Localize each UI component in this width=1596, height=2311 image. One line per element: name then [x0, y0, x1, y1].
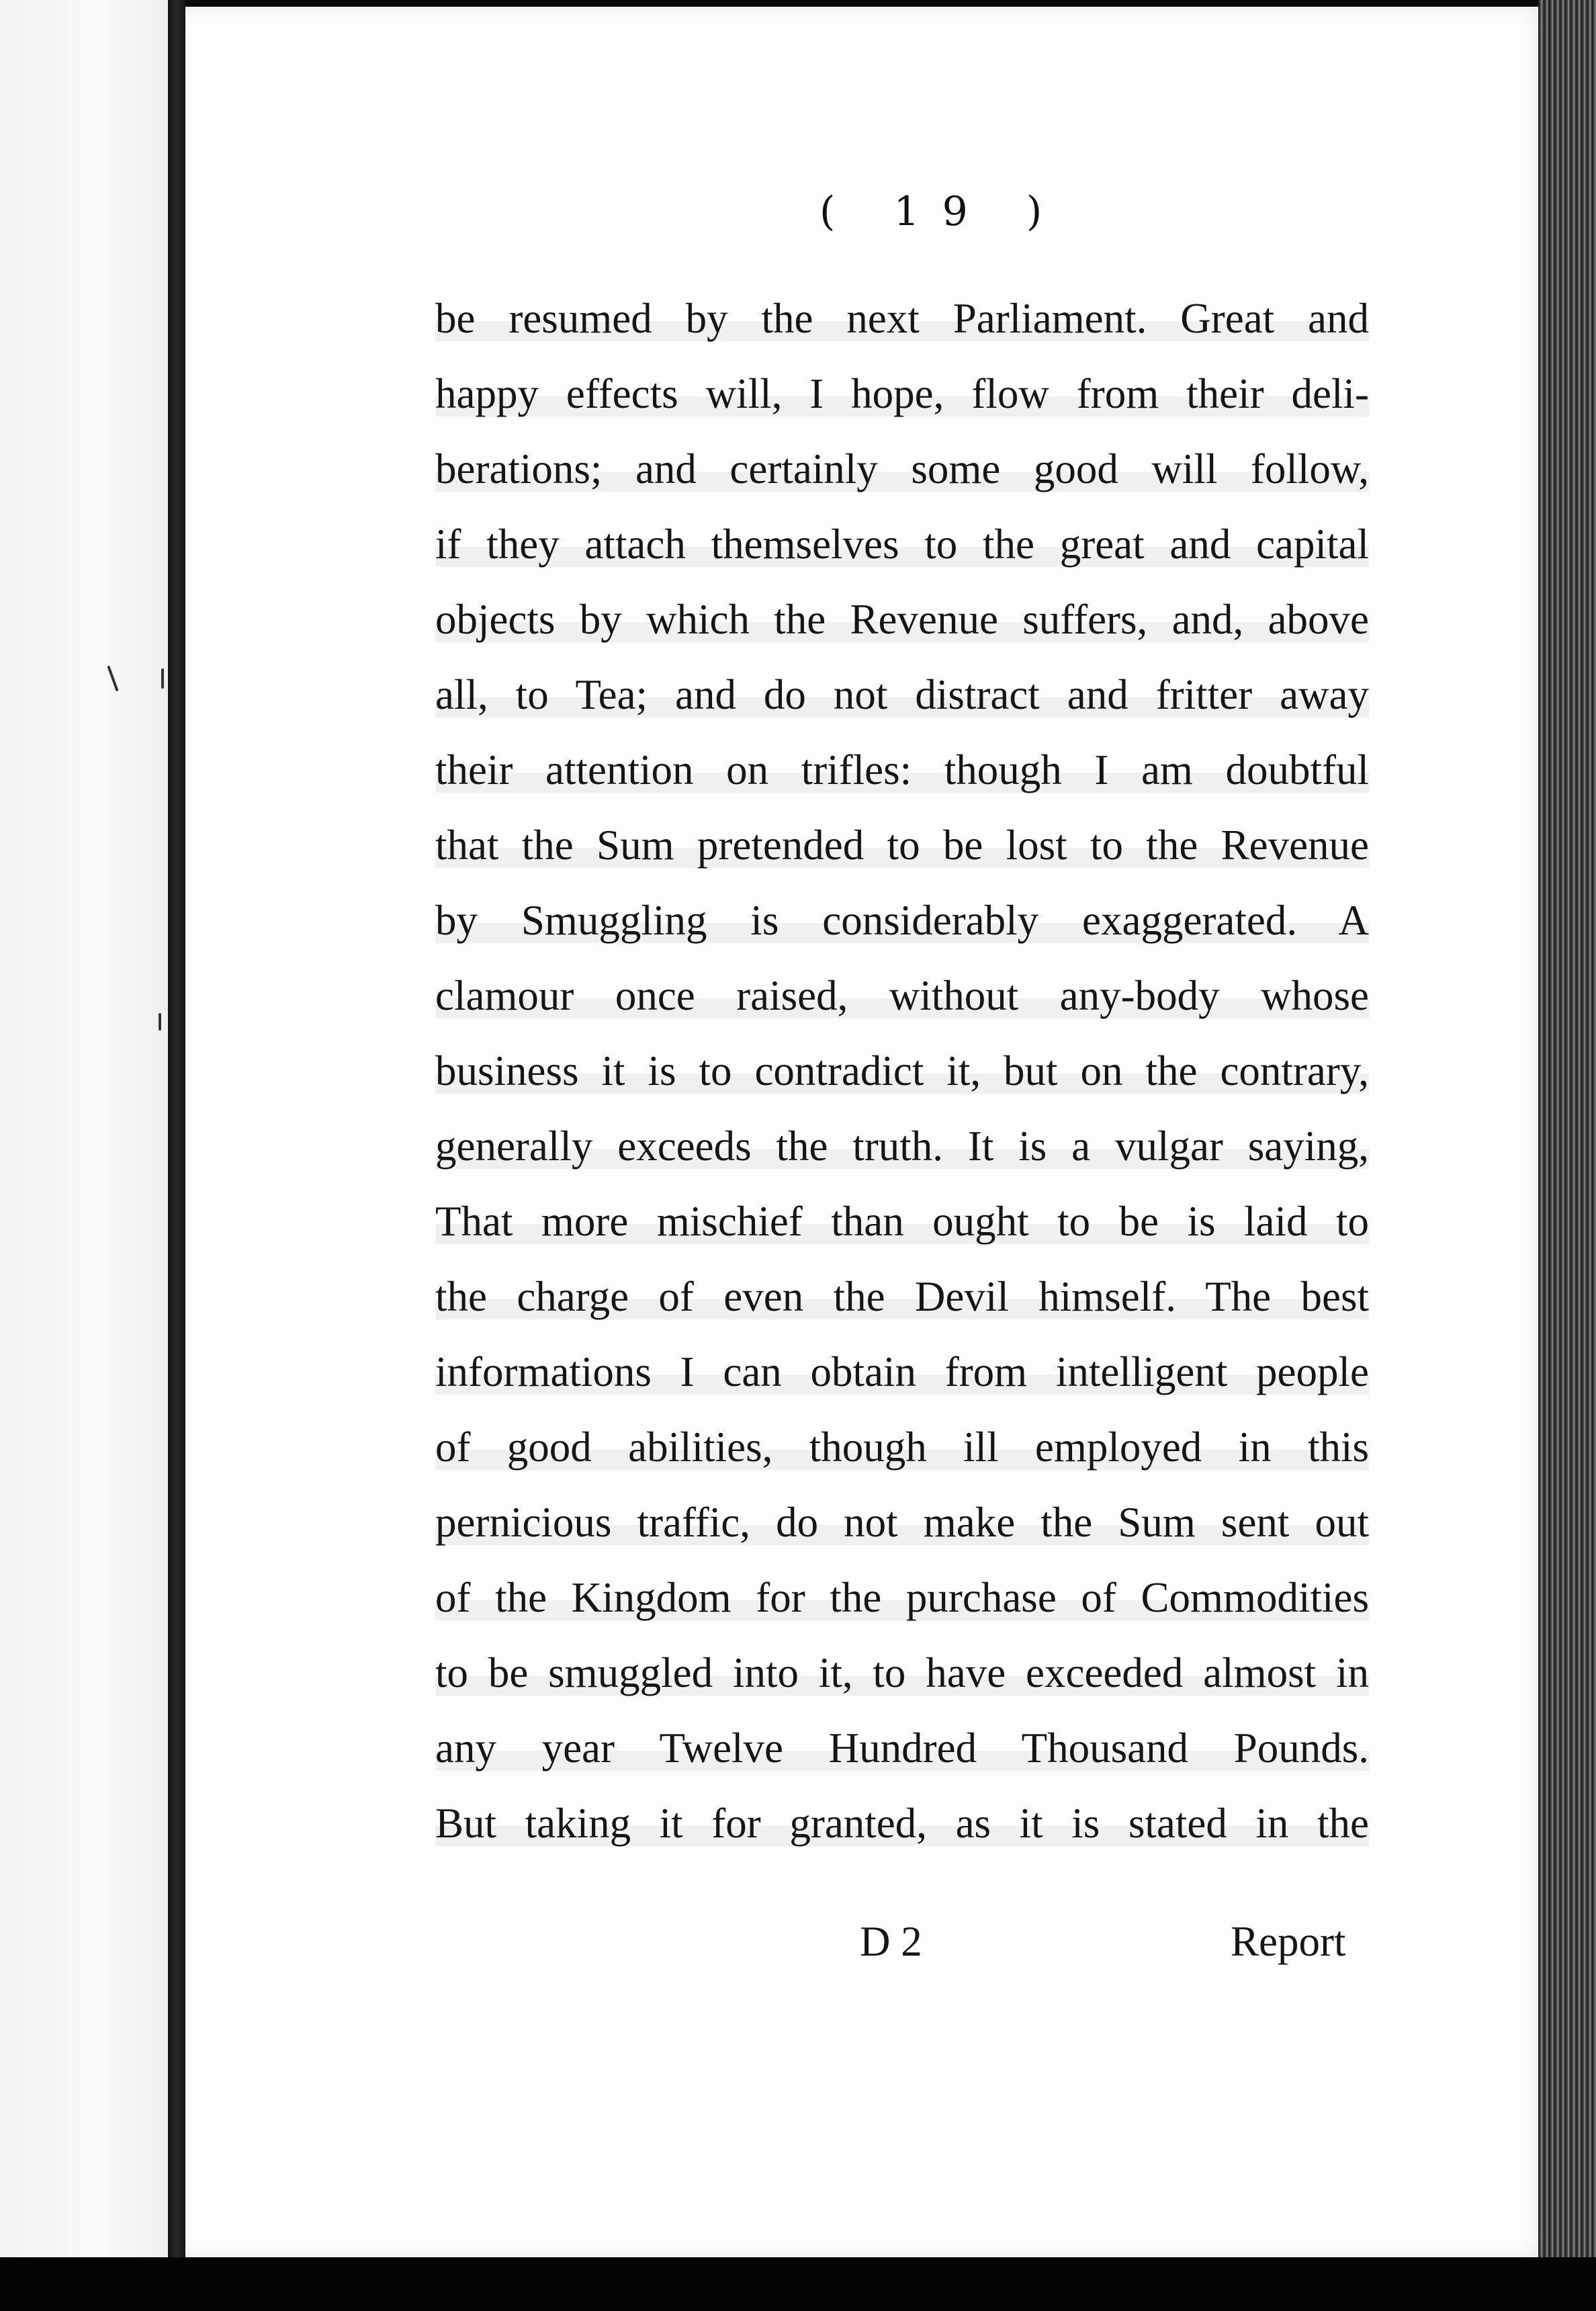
- text-line: by Smuggling is considerably exaggerated. A: [435, 897, 1369, 944]
- body-text: [435, 281, 1369, 1861]
- text-line: their attention on trifles: though I am doubtful: [435, 746, 1369, 793]
- text-line: happy effects will, I hope, flow from their deli-: [435, 370, 1369, 417]
- page-edges: [1538, 0, 1596, 2284]
- catchword: Report: [1231, 1918, 1346, 1965]
- text-line: That more mischief than ought to be is laid to: [435, 1198, 1369, 1245]
- text-line: of good abilities, though ill employed in this: [435, 1424, 1369, 1471]
- text-line: that the Sum pretended to be lost to the Revenue: [435, 822, 1369, 869]
- text-line: informations I can obtain from intelligent people: [435, 1348, 1369, 1395]
- text-line: pernicious traffic, do not make the Sum sent out: [435, 1499, 1369, 1546]
- text-line: clamour once raised, without any-body whose: [435, 972, 1369, 1019]
- ink-mark: [159, 1013, 161, 1031]
- text-line: any year Twelve Hundred Thousand Pounds.: [435, 1725, 1369, 1772]
- page-number-header: ( 19 ): [819, 188, 1065, 235]
- ink-mark: [107, 666, 118, 692]
- signature-mark: D 2: [860, 1918, 922, 1965]
- text-line: to be smuggled into it, to have exceeded almost in: [435, 1649, 1369, 1696]
- left-facing-page-edge: [0, 0, 168, 2257]
- text-line: But taking it for granted, as it is stated in the: [435, 1800, 1369, 1847]
- text-line: of the Kingdom for the purchase of Commodities: [435, 1574, 1369, 1621]
- text-line: generally exceeds the truth. It is a vulgar saying,: [435, 1123, 1369, 1170]
- text-line: if they attach themselves to the great and capital: [435, 521, 1369, 568]
- text-line: the charge of even the Devil himself. The best: [435, 1273, 1369, 1320]
- text-line: berations; and certainly some good will follow,: [435, 445, 1369, 492]
- book-gutter: [168, 0, 185, 2257]
- ink-mark: [161, 668, 164, 689]
- text-line: all, to Tea; and do not distract and fritter away: [435, 671, 1369, 718]
- text-line: business it is to contradict it, but on the contrary,: [435, 1047, 1369, 1094]
- text-line: objects by which the Revenue suffers, and, above: [435, 596, 1369, 643]
- scan-bottom-border: [0, 2257, 1596, 2311]
- text-line: be resumed by the next Parliament. Great and: [435, 295, 1369, 342]
